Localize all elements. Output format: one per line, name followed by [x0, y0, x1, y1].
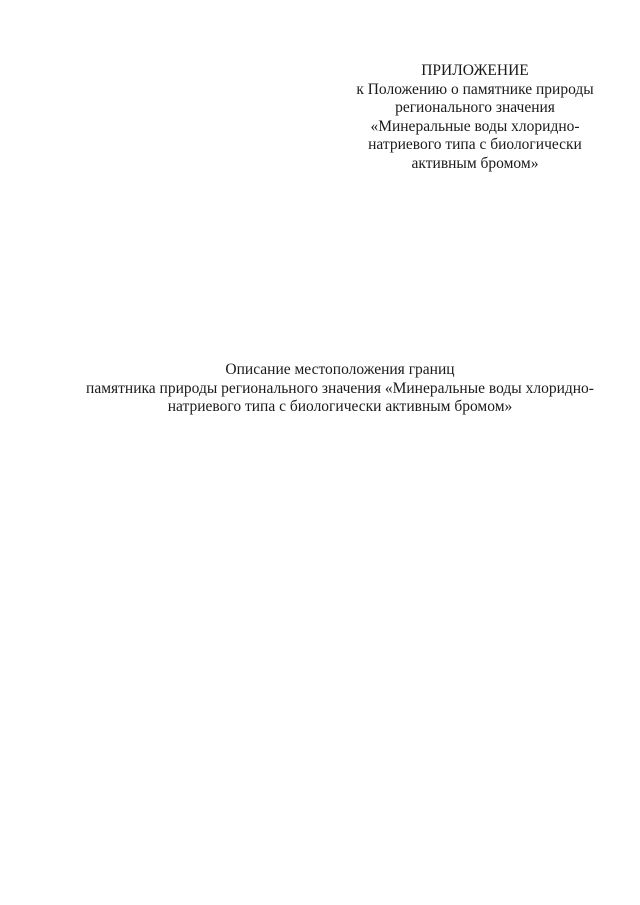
title-line: Описание местоположения границ [225, 361, 455, 378]
appendix-header [340, 62, 610, 173]
appendix-reference-line: натриевого типа с биологически [368, 136, 582, 153]
title-line: памятника природы регионального значения «Минеральные воды хлоридно- [86, 379, 594, 397]
appendix-reference-line: «Минеральные воды хлоридно- [370, 117, 580, 135]
appendix-reference-line: регионального значения [395, 99, 555, 116]
appendix-label: ПРИЛОЖЕНИЕ [421, 62, 529, 79]
appendix-reference-line: активным бромом» [411, 154, 539, 172]
title-line: натриевого типа с биологически активным бромом» [167, 398, 513, 415]
appendix-reference-line: к Положению о памятнике природы [356, 80, 594, 98]
document-title [60, 361, 620, 417]
